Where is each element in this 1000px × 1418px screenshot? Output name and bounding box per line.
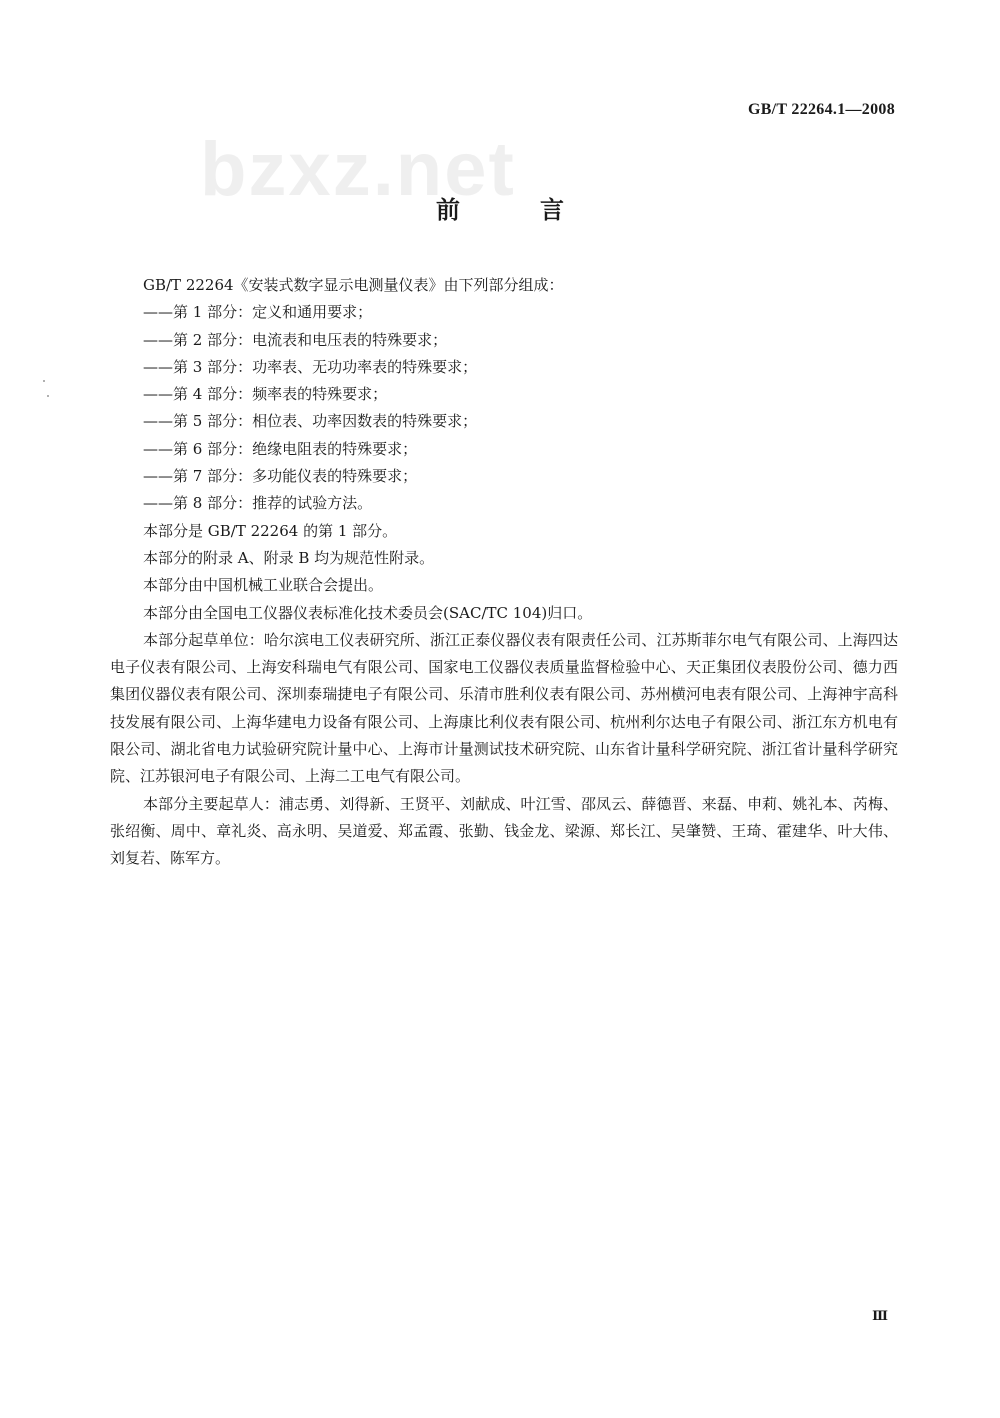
- intro-paragraph: GB/T 22264《安装式数字显示电测量仪表》由下列部分组成：: [143, 276, 564, 294]
- page-title: 前 言: [436, 196, 592, 224]
- statement-proposer: 本部分由中国机械工业联合会提出。: [143, 576, 384, 595]
- drafting-units-paragraph: 本部分起草单位：哈尔滨电工仪表研究所、浙江正泰仪器仪表有限责任公司、江苏斯菲尔电气有限公司、上海四达电子仪表有限公司、上海安科瑞电气有限公司、国家电工仪器仪表质量监督检验中心、天正集团仪表股份公司、德力西集团仪器仪表有限公司、深圳泰瑞捷电子有限公司、乐清市胜利仪表有限公司、苏州横河电表有限公司、上海神宇高科技发展有限公司、上海华建电力设备有限公司、上海康比利仪表有限公司、杭州利尔达电子有限公司、浙江东方机电有限公司、湖北省电力试验研究院计量中心、上海市计量测试技术研究院、山东省计量科学研究院、浙江省计量科学研究院、江苏银河电子有限公司、上海二工电气有限公司。: [110, 630, 898, 786]
- scan-speck: [43, 380, 45, 382]
- list-item-part-6: ——第 6 部分：绝缘电阻表的特殊要求；: [143, 439, 418, 458]
- list-item-part-2: ——第 2 部分：电流表和电压表的特殊要求；: [143, 330, 448, 349]
- list-item-part-8: ——第 8 部分：推荐的试验方法。: [143, 494, 373, 513]
- scan-speck: [47, 395, 49, 397]
- list-item-part-5: ——第 5 部分：相位表、功率因数表的特殊要求；: [143, 412, 478, 431]
- list-item-part-3: ——第 3 部分：功率表、无功功率表的特殊要求；: [143, 357, 478, 376]
- list-item-part-1: ——第 1 部分：定义和通用要求；: [143, 303, 373, 322]
- page-number: Ⅲ: [872, 1308, 888, 1323]
- list-item-part-4: ——第 4 部分：频率表的特殊要求；: [143, 385, 388, 404]
- statement-annexes: 本部分的附录 A、附录 B 均为规范性附录。: [143, 548, 435, 567]
- list-item-part-7: ——第 7 部分：多功能仪表的特殊要求；: [143, 467, 418, 486]
- statement-part-number: 本部分是 GB/T 22264 的第 1 部分。: [143, 521, 398, 540]
- document-body: [110, 272, 898, 873]
- drafters-paragraph: 本部分主要起草人：浦志勇、刘得新、王贤平、刘献成、叶江雪、邵凤云、薛德晋、来磊、申莉、姚礼本、芮梅、张绍衡、周中、章礼炎、高永明、吴道爱、郑孟霞、张勤、钱金龙、梁源、郑长江、吴肇赞、王琦、霍建华、叶大伟、刘复若、陈军方。: [110, 794, 898, 868]
- watermark: bzxz.net: [200, 127, 516, 212]
- standard-code: GB/T 22264.1—2008: [747, 101, 895, 118]
- statement-committee: 本部分由全国电工仪器仪表标准化技术委员会(SAC/TC 104)归口。: [143, 603, 593, 622]
